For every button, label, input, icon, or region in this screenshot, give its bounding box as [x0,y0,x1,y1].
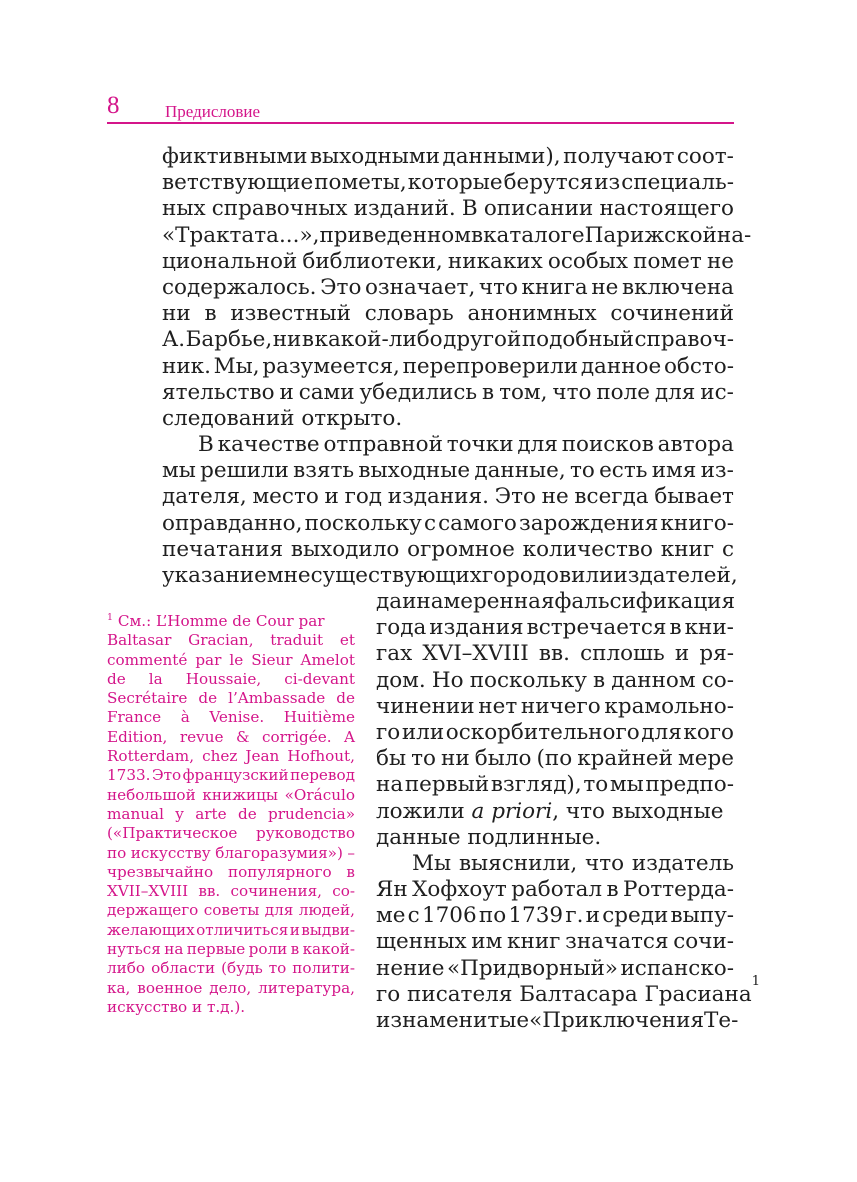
text-line: нение «Придворный» испанско- [376,955,734,981]
text-line: ни в известный словарь анонимных сочинений [162,301,734,327]
emphasis: a priori [471,798,553,824]
page-header [107,92,734,124]
footnote-line: commenté par le Sieur Amelot [107,650,355,669]
text-line: дом. Но поскольку в данном со- [376,667,734,693]
text-line: дателя, место и год издания. Это не всегда бывает [162,484,734,510]
footnote-line: Baltasar Gracian, traduit et [107,631,355,650]
text-line: мы решили взять выходные данные, то есть имя из- [162,458,734,484]
footnote-marker: 1 [107,611,113,623]
footnote-line: manual y arte de prudencia» [107,804,355,823]
footnote-line: $^1$ См.: L’Homme de Cour par [107,611,325,630]
text-line: ме с 1706 по 1739 г. и среди выпу- [376,903,734,929]
footnote-line: ка, военное дело, литература, [107,978,355,997]
text-line: го или оскорбительного для кого [376,719,734,745]
footnote-reference[interactable]: 1 [751,973,761,989]
text-line: следований открыто. [162,405,403,431]
text-line: «Трактата...», приведенном в каталоге Парижской на- [162,222,752,248]
footnote [107,612,355,1017]
text-line: гах XVI–XVIII вв. сплошь и ря- [376,641,734,667]
footnote-line: («Практическое руководство [107,824,355,843]
text-line: чинении нет ничего крамольно- [376,693,734,719]
footnote-line: искусство и т.д.). [107,997,246,1016]
text-line: В качестве отправной точки для поисков автора [198,432,734,458]
text-line: ник. Мы, разумеется, перепроверили данное обсто- [162,353,734,379]
text-line: да и намеренная фальсификация [376,589,736,614]
text-line: и знаменитые «Приключения Те- [376,1008,739,1033]
text-line: оправданно, поскольку с самого зарождения книго- [162,510,734,536]
footnote-line: de la Houssaie, ci-devant [107,669,355,688]
page-number: 8 [107,92,120,119]
text-line: бы то ни было (по крайней мере [376,746,734,772]
text-line: го писателя Балтасара Грасиана 1 [376,973,761,1007]
footnote-line: чрезвычайно популярного в [107,862,355,881]
text-line: фиктивными выходными данными), получают соот- [162,144,734,169]
footnote-line: XVII–XVIII вв. сочинения, со- [107,882,355,901]
footnote-line: Secrétaire de l’Ambassade de [107,689,355,708]
text-line: года издания встречается в кни- [376,615,734,641]
text-line: щенных им книг значатся сочи- [376,929,734,955]
text-line: данные подлинные. [376,824,602,850]
running-head: Предисловие [165,102,261,121]
text-line: ложили a priori, что выходные [376,798,724,824]
text-line: ных справочных изданий. В описании настоящего [162,196,734,222]
text-line: А. Барбье, ни в какой-либо другой подобный справоч- [162,327,734,353]
footnote-line: либо области (будь то полити- [107,959,355,978]
text-line: печатания выходило огромное количество книг с [162,536,734,562]
main-text-column [162,144,752,589]
text-line: ятельство и сами убедились в том, что поле для ис- [162,379,734,405]
footnote-line: по искусству благоразумия») – [107,843,355,862]
footnote-line: 1733. Это французский перевод [107,766,355,785]
footnote-line: Rotterdam, chez Jean Hofhout, [107,747,355,766]
text-line: ветствующие пометы, которые берутся из специаль- [162,170,734,196]
footnote-line: небольшой книжицы «Oráculo [107,785,355,804]
text-line: указанием несуществующих городов или издателей, [162,563,738,588]
footnote-line: желающих отличиться и выдви- [107,920,355,939]
footnote-line: нуться на первые роли в какой- [107,940,355,959]
footnote-line: Edition, revue & corrigée. A [107,727,355,746]
footnote-line: France à Venise. Huitième [107,708,355,727]
text-line: Мы выяснили, что издатель [412,850,734,876]
text-line: на первый взгляд), то мы предпо- [376,772,734,798]
text-line: Ян Хофхоут работал в Роттерда- [376,877,734,903]
text-line: содержалось. Это означает, что книга не включена [162,274,734,300]
narrow-text-column [376,589,761,1034]
text-line: циональной библиотеки, никаких особых помет не [162,248,734,274]
footnote-line: держащего советы для людей, [107,901,355,920]
